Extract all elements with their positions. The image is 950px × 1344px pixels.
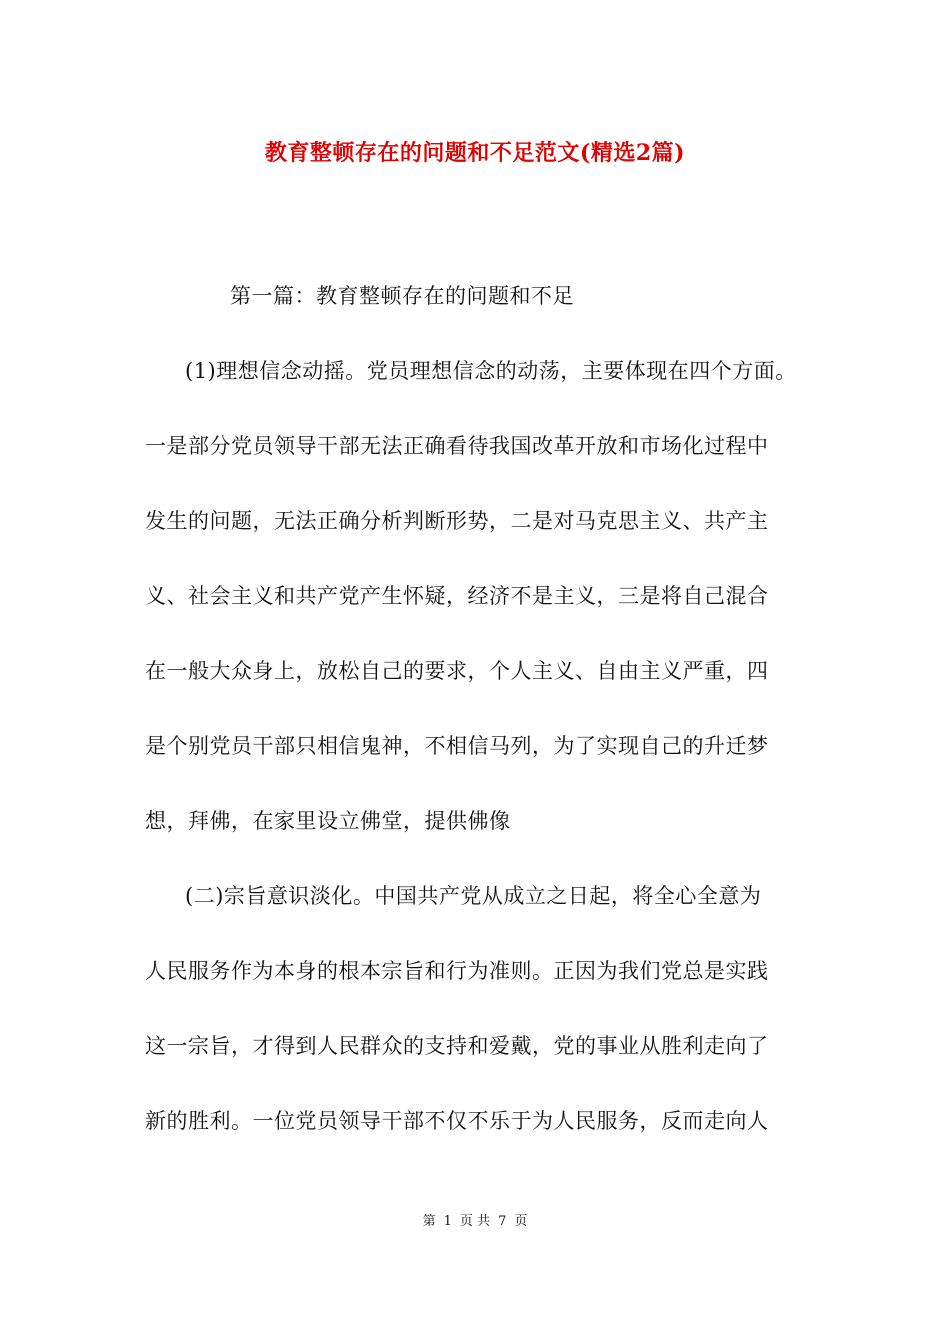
paragraph-line: (二)宗旨意识淡化。中国共产党从成立之日起，将全心全意为	[185, 884, 762, 908]
paragraph-line: 人民服务作为本身的根本宗旨和行为准则。正因为我们党总是实践	[145, 959, 769, 983]
section-heading: 第一篇：教育整顿存在的问题和不足	[230, 284, 574, 308]
footer-prefix: 第	[422, 1214, 436, 1229]
paragraph-line: 发生的问题，无法正确分析判断形势，二是对马克思主义、共产主	[145, 509, 769, 533]
document-title: 教育整顿存在的问题和不足范文(精选2篇)	[264, 140, 686, 166]
paragraph-line: 在一般大众身上，放松自己的要求，个人主义、自由主义严重，四	[145, 659, 769, 683]
page-footer	[0, 1210, 950, 1229]
paragraph-line: 这一宗旨，才得到人民群众的支持和爱戴，党的事业从胜利走向了	[145, 1034, 769, 1058]
footer-middle: 页 共	[459, 1214, 491, 1229]
paragraph-line: 一是部分党员领导干部无法正确看待我国改革开放和市场化过程中	[145, 434, 769, 458]
footer-total-pages: 7	[498, 1214, 507, 1229]
paragraph-line: 义、社会主义和共产党产生怀疑，经济不是主义，三是将自己混合	[145, 584, 769, 608]
paragraph-line: (1)理想信念动摇。党员理想信念的动荡，主要体现在四个方面。	[185, 359, 797, 383]
footer-suffix: 页	[514, 1214, 528, 1229]
paragraph-line: 想，拜佛，在家里设立佛堂，提供佛像	[145, 809, 511, 833]
paragraph-line: 是个别党员干部只相信鬼神，不相信马列，为了实现自己的升迁梦	[145, 734, 769, 758]
paragraph-line: 新的胜利。一位党员领导干部不仅不乐于为人民服务，反而走向人	[145, 1109, 769, 1133]
footer-page-number: 1	[443, 1214, 452, 1229]
